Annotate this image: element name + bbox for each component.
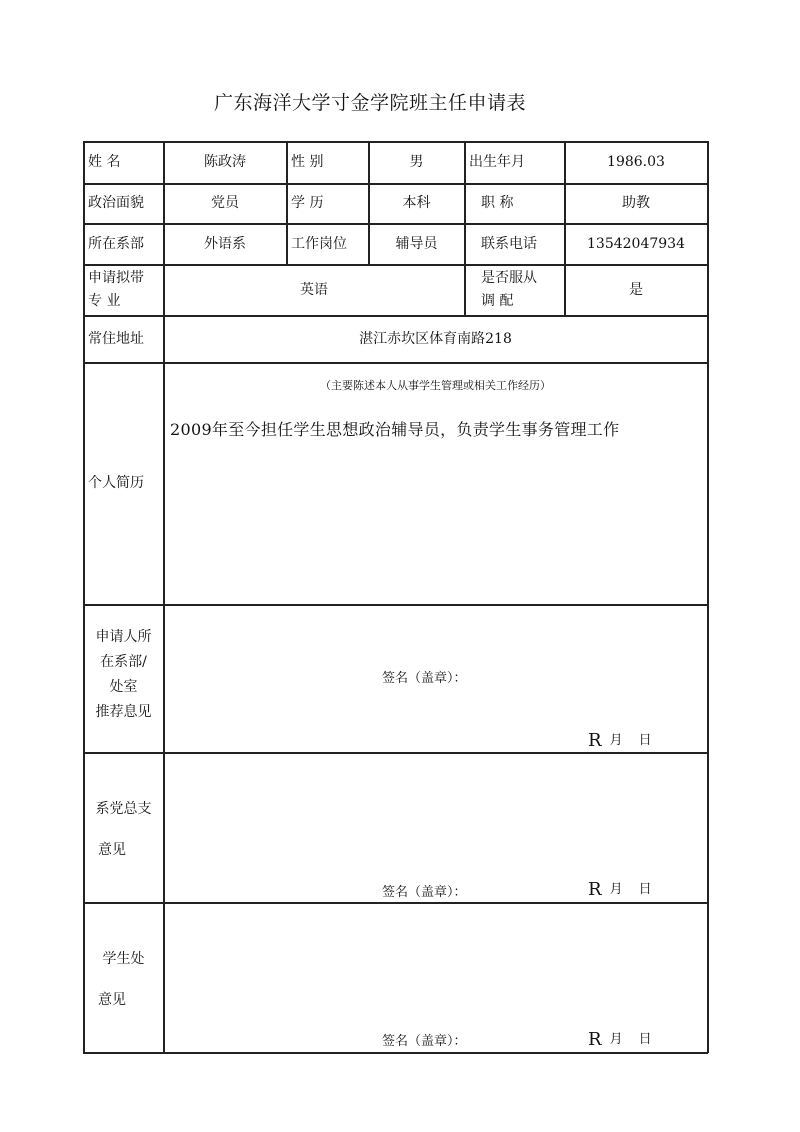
- address-label: 常住地址: [88, 330, 144, 347]
- name-label: 姓 名: [88, 154, 121, 171]
- dept-recommend-line4: 推荐息见: [95, 703, 152, 720]
- education-value[interactable]: 本科: [402, 195, 431, 212]
- student-office-signature[interactable]: 签名（盖章）：: [382, 1034, 467, 1050]
- address-value[interactable]: 湛江赤坎区体育南路218: [359, 330, 512, 347]
- name-value[interactable]: 陈政涛: [204, 154, 246, 171]
- major-label-line1: 申请拟带: [88, 270, 144, 287]
- date-year-mark: R: [588, 730, 602, 752]
- major-label-line2: 专 业: [88, 293, 121, 309]
- major-label: [84, 265, 163, 315]
- date-month: 月: [609, 882, 623, 898]
- date-day: 日: [638, 1032, 652, 1048]
- dept-recommend-line2: 在系部/: [100, 654, 147, 671]
- education-label: 学 历: [291, 195, 324, 212]
- resume-text[interactable]: 2009年至今担任学生思想政治辅导员，负责学生事务管理工作: [170, 420, 620, 440]
- political-label: 政治面貌: [88, 195, 144, 212]
- post-label: 工作岗位: [291, 235, 347, 252]
- party-branch-line1: 系党总支: [95, 801, 152, 818]
- date-year-mark: R: [588, 879, 602, 901]
- political-value[interactable]: 党员: [211, 195, 239, 212]
- dept-recommend-date[interactable]: [584, 729, 694, 753]
- obey-label-line1: 是否服从: [481, 270, 537, 287]
- date-day: 日: [638, 882, 652, 898]
- gender-label: 性 别: [291, 154, 324, 171]
- date-month: 月: [609, 733, 623, 749]
- student-office-label: [84, 940, 163, 1020]
- dept-label: 所在系部: [88, 235, 144, 252]
- student-office-line1: 学生处: [102, 951, 145, 968]
- party-branch-signature[interactable]: 签名（盖章）：: [382, 885, 467, 901]
- form-title: 广东海洋大学寸金学院班主任申请表: [213, 92, 526, 114]
- title-value[interactable]: 助教: [622, 195, 650, 212]
- date-month: 月: [609, 1032, 623, 1048]
- student-office-date[interactable]: [584, 1028, 694, 1052]
- obey-label: [465, 265, 564, 315]
- row-line: [83, 604, 708, 606]
- birth-label: 出生年月: [469, 154, 525, 171]
- col-line: [707, 141, 709, 1053]
- party-branch-line2: 意见: [98, 842, 126, 858]
- party-branch-label: [84, 790, 163, 870]
- dept-recommend-line3: 处室: [109, 679, 138, 695]
- resume-label: 个人简历: [88, 475, 144, 492]
- phone-label: 联系电话: [481, 235, 537, 252]
- phone-value[interactable]: 13542047934: [587, 235, 685, 252]
- row-line: [83, 362, 708, 364]
- party-branch-date[interactable]: [584, 878, 694, 902]
- date-year-mark: R: [588, 1029, 602, 1051]
- dept-value[interactable]: 外语系: [204, 235, 246, 252]
- obey-label-line2: 调 配: [481, 293, 514, 309]
- date-day: 日: [638, 733, 652, 749]
- birth-value[interactable]: 1986.03: [607, 154, 665, 171]
- dept-recommend-line1: 申请人所: [95, 629, 152, 646]
- obey-value[interactable]: 是: [629, 281, 643, 298]
- major-value[interactable]: 英语: [300, 281, 328, 298]
- dept-recommend-label: [84, 620, 163, 730]
- resume-hint: （主要陈述本人从事学生管理或相关工作经历）: [320, 379, 551, 393]
- gender-value[interactable]: 男: [409, 154, 424, 171]
- post-value[interactable]: 辅导员: [395, 235, 438, 252]
- title-label: 职 称: [481, 195, 514, 212]
- student-office-line2: 意见: [98, 992, 126, 1008]
- dept-recommend-signature[interactable]: 签名（盖章）：: [382, 671, 467, 687]
